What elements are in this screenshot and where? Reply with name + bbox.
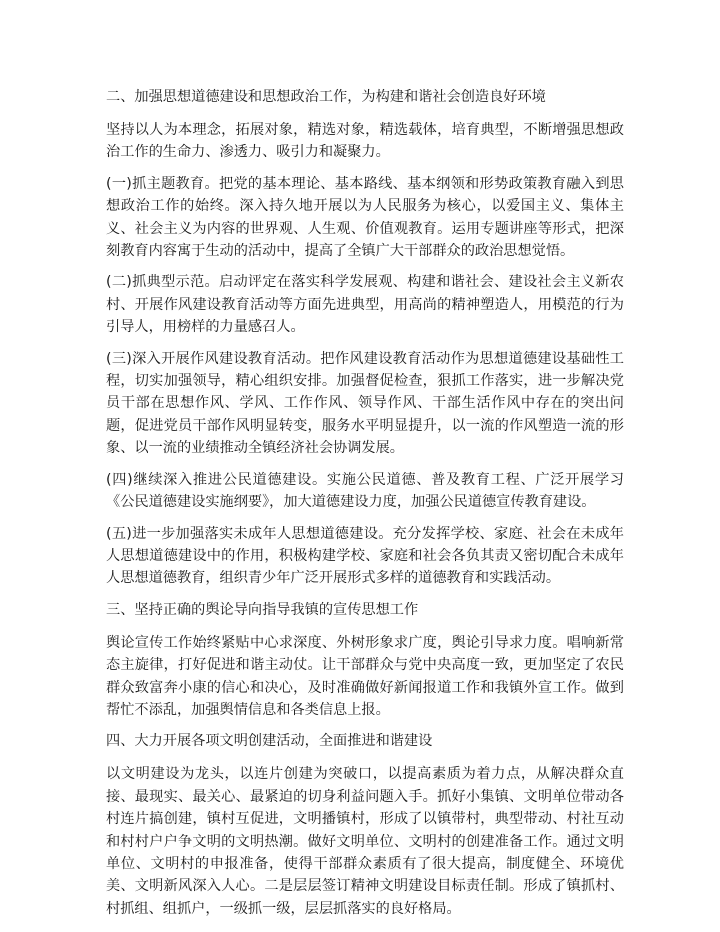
paragraph-civilization: 以文明建设为龙头，以连片创建为突破口，以提高素质为着力点，从解决群众直接、最现实、最关心、最紧迫的切身利益问题入手。抓好小集镇、文明单位带动各村连片搞创建，镇村互促进，文明播镇村，形成了以镇带村，典型带动、村社互动和村村户户争文明的文明热潮。做好文明单位、文明村的创建准备工作。通过文明单位、文明村的申报准备，使得干部群众素质有了很大提高，制度健全、环境优美、文明新风深入人心。二是层层签订精神文明建设目标责任制。形成了镇抓村、村抓组、组抓户，一级抓一级，层层抓落实的良好格局。 bbox=[106, 766, 624, 917]
paragraph-item-5: (五)进一步加强落实未成年人思想道德建设。充分发挥学校、家庭、社会在未成年人思想道德建设中的作用，积极构建学校、家庭和社会各负其责又密切配合未成年人思想道德教育，组织青少年广泛开展形式多样的道德教育和实践活动。 bbox=[106, 525, 624, 587]
section-heading-3: 三、坚持正确的舆论导向指导我镇的宣传思想工作 bbox=[106, 601, 419, 618]
paragraph-item-1: (一)抓主题教育。把党的基本理论、基本路线、基本纲领和形势政策教育融入到思想政治工作的始终。深入持久地开展以为人民服务为核心，以爱国主义、集体主义、社会主义为内容的世界观、人生观、价值观教育。运用专题讲座等形式，把深刻教育内容寓于生动的活动中，提高了全镇广大干部群众的政治思想觉悟。 bbox=[106, 175, 624, 260]
paragraph-item-2: (二)抓典型示范。启动评定在落实科学发展观、构建和谐社会、建设社会主义新农村、开展作风建设教育活动等方面先进典型，用高尚的精神塑造人，用模范的行为引导人，用榜样的力量感召人。 bbox=[106, 274, 624, 336]
paragraph-item-4: (四)继续深入推进公民道德建设。实施公民道德、普及教育工程、广泛开展学习《公民道德建设实施纲要》，加大道德建设力度，加强公民道德宣传教育建设。 bbox=[106, 471, 624, 511]
paragraph-intro: 坚持以人为本理念，拓展对象，精选对象，精选载体，培育典型，不断增强思想政治工作的生命力、渗透力、吸引力和凝聚力。 bbox=[106, 122, 624, 161]
paragraph-publicity: 舆论宣传工作始终紧贴中心求深度、外树形象求广度，舆论引导求力度。唱响新常态主旋律，打好促进和谐主动仗。让干部群众与党中央高度一致，更加坚定了农民群众致富奔小康的信心和决心，及时准确做好新闻报道工作和我镇外宣工作。做到帮忙不添乱，加强舆情信息和各类信息上报。 bbox=[106, 634, 624, 718]
section-heading-2: 二、加强思想道德建设和思想政治工作，为构建和谐社会创造良好环境 bbox=[106, 89, 546, 105]
document-body bbox=[106, 86, 624, 929]
paragraph-item-3: (三)深入开展作风建设教育活动。把作风建设教育活动作为思想道德建设基础性工程，切实加强领导，精心组织安排。加强督促检查，狠抓工作落实，进一步解决党员干部在思想作风、学风、工作作风、领导作风、干部生活作风中存在的突出问题，促进党员干部作风明显转变，服务水平明显提升，以一流的作风塑造一流的形象、以一流的业绩推动全镇经济社会协调发展。 bbox=[106, 350, 624, 457]
section-heading-4: 四、大力开展各项文明创建活动，全面推进和谐建设 bbox=[106, 733, 433, 750]
